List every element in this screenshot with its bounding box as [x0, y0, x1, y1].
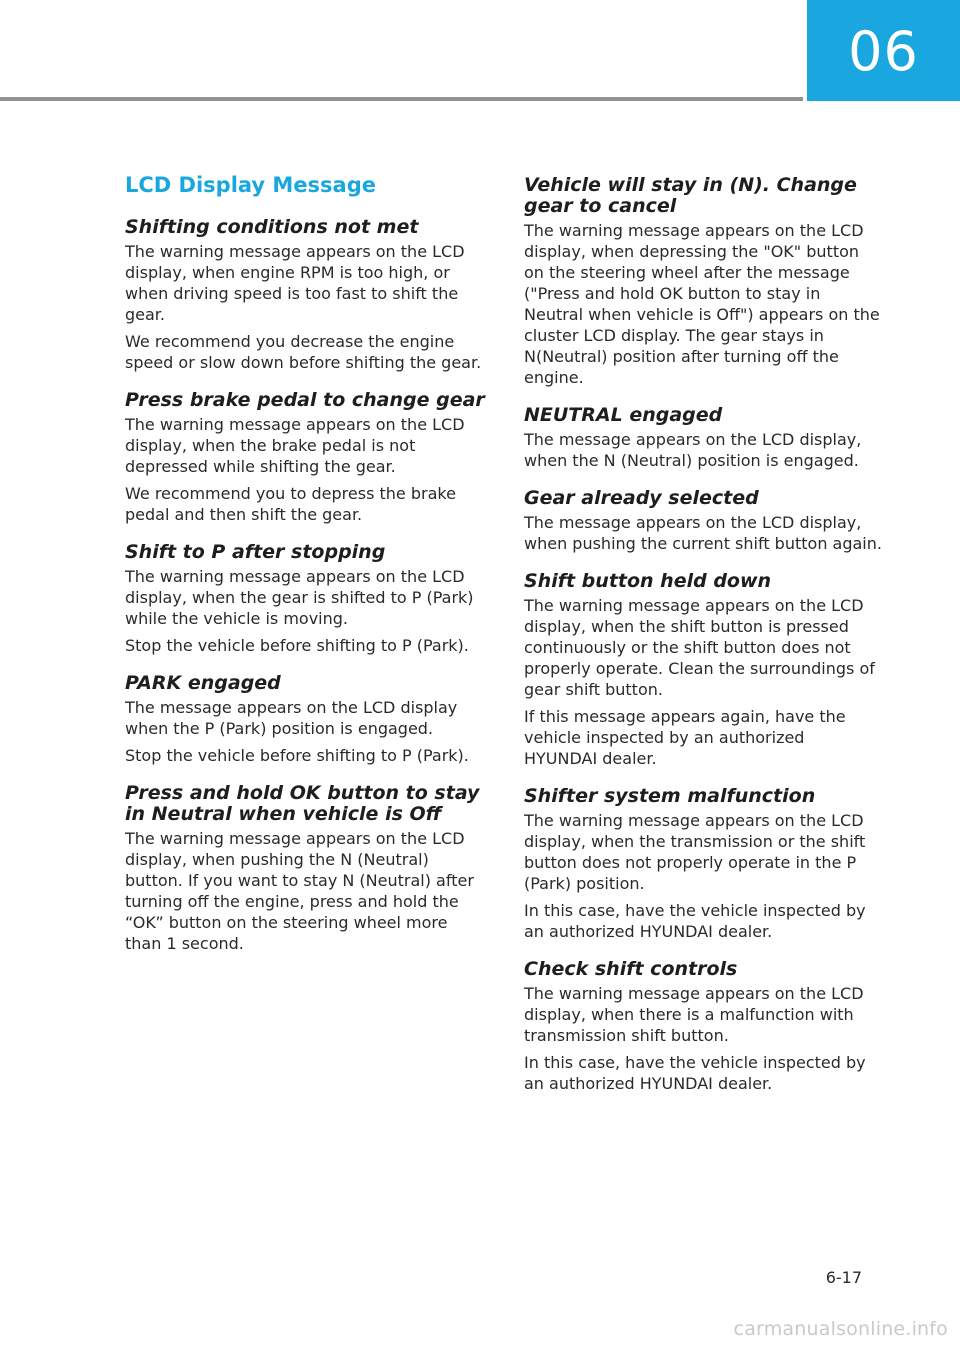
message-block	[125, 542, 487, 656]
message-title: Shifting conditions not met	[125, 216, 419, 239]
message-paragraph: If this message appears again, have the vehicle inspected by an authorized HYUNDAI dealer.	[524, 707, 846, 768]
message-paragraph: Stop the vehicle before shifting to P (Park).	[125, 746, 469, 766]
message-paragraph: The warning message appears on the LCD display, when there is a malfunction with transmission shift button.	[524, 984, 864, 1045]
message-paragraph: The warning message appears on the LCD display, when the brake pedal is not depressed while shifting the gear.	[125, 415, 465, 477]
message-title: NEUTRAL engaged	[524, 404, 723, 426]
message-block	[125, 673, 487, 766]
message-block	[524, 571, 882, 769]
message-block	[125, 390, 487, 525]
message-block	[524, 488, 882, 554]
chapter-tab	[807, 0, 960, 101]
message-title: Check shift controls	[524, 958, 738, 980]
message-title: PARK engaged	[125, 672, 281, 695]
right-column	[524, 175, 882, 1111]
message-paragraph: In this case, have the vehicle inspected by an authorized HYUNDAI dealer.	[524, 901, 866, 941]
message-paragraph: The warning message appears on the LCD display, when the gear is shifted to P (Park) while the vehicle is moving.	[125, 567, 474, 629]
message-block	[524, 959, 882, 1094]
message-paragraph: Stop the vehicle before shifting to P (Park).	[125, 636, 469, 656]
left-column	[125, 172, 487, 971]
header-rule	[0, 97, 803, 101]
message-paragraph: The message appears on the LCD display when the P (Park) position is engaged.	[125, 698, 458, 739]
message-block	[524, 405, 882, 471]
message-paragraph: The warning message appears on the LCD display, when the transmission or the shift button does not properly operate in the P (Park) position.	[524, 811, 866, 893]
message-paragraph: We recommend you to depress the brake pedal and then shift the gear.	[125, 484, 456, 525]
message-paragraph: The warning message appears on the LCD display, when depressing the "OK" button on the steering wheel after the message ("Press and hold OK button to stay in Neutral when vehicle is Off") appears on the cluster LCD display. The gear stays in N(Neutral) position after turning off the engine.	[524, 221, 880, 387]
message-paragraph: The warning message appears on the LCD display, when the shift button is pressed continuously or the shift button does not properly operate. Clean the surroundings of gear shift button.	[524, 596, 875, 699]
message-paragraph: We recommend you decrease the engine speed or slow down before shifting the gear.	[125, 332, 482, 373]
message-paragraph: The message appears on the LCD display, when the N (Neutral) position is engaged.	[524, 430, 862, 470]
message-title: Shift to P after stopping	[125, 541, 386, 564]
message-paragraph: The warning message appears on the LCD display, when pushing the N (Neutral) button. If you want to stay N (Neutral) after turning off the engine, press and hold the “OK” button on the steering wheel more than 1 second.	[125, 829, 474, 954]
chapter-number: 06	[848, 19, 919, 83]
message-title: Shift button held down	[524, 570, 772, 592]
message-title: Shifter system malfunction	[524, 785, 816, 807]
message-block	[125, 217, 487, 373]
message-paragraph: In this case, have the vehicle inspected by an authorized HYUNDAI dealer.	[524, 1053, 866, 1093]
section-title: LCD Display Message	[125, 173, 377, 197]
message-block	[524, 786, 882, 942]
page-number: 6-17	[825, 1268, 862, 1287]
message-paragraph: The warning message appears on the LCD display, when engine RPM is too high, or when driving speed is too fast to shift the gear.	[125, 242, 465, 325]
message-paragraph: The message appears on the LCD display, when pushing the current shift button again.	[524, 513, 882, 553]
message-title: Gear already selected	[524, 487, 759, 509]
message-block	[125, 783, 487, 954]
message-title: Vehicle will stay in (N). Change gear to cancel	[524, 174, 857, 217]
message-title: Press and hold OK button to stay in Neutral when vehicle is Off	[125, 782, 480, 826]
message-title: Press brake pedal to change gear	[125, 389, 485, 412]
message-block	[524, 175, 882, 388]
footer-watermark: carmanualsonline.info	[733, 1318, 948, 1340]
